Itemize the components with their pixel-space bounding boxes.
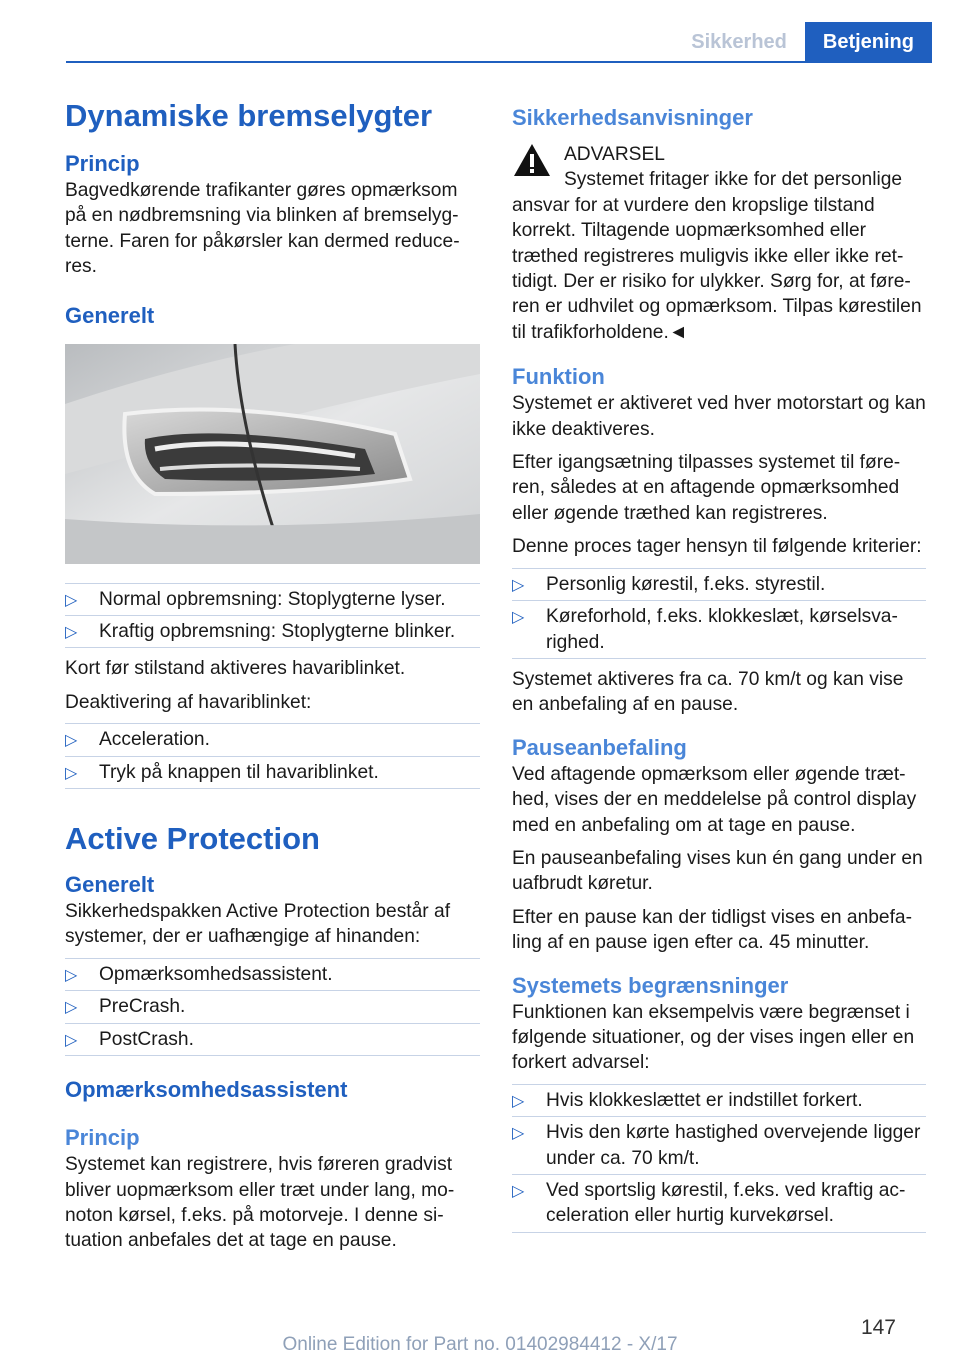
funktion-p4: Systemet aktiveres fra ca. 70 km/t og kan vise en anbefaling af en pause. [512,668,904,716]
list-kriterier [512,568,926,659]
triangle-bullet-icon: ▷ [65,624,78,642]
triangle-bullet-icon: ▷ [512,1092,525,1110]
warning-label: ADVARSEL [564,144,665,165]
heading-pauseanbefaling: Pauseanbefaling [512,734,687,760]
list-begraensninger [512,1084,926,1233]
warning-block [512,142,926,193]
left-column [65,96,480,1262]
triangle-bullet-icon: ▷ [65,764,78,782]
warning-text: ansvar for at vurdere den kropslige tilstand korrekt. Tiltagende uopmærksomhed eller træthed registreres muligvis ikke eller ikke rettidigt. Der er risiko for ulykker. Sørg for, at føreren er udhvilet og opmærksom. Tilpas kørestilen til trafikforholdene.◄ [512,194,922,343]
heading-begraensninger: Systemets begrænsninger [512,972,789,998]
list-item: ▷ Personlig kørestil, f.eks. styrestil. [512,568,926,601]
heading-generelt: Generelt [65,302,155,328]
right-column [512,96,926,1241]
warning-triangle-icon [512,142,552,178]
text-deaktivering: Deaktivering af havariblinket: [65,691,312,713]
funktion-p2: Efter igangsætning tilpasses systemet til føreren, således at en aftagende opmærksomhed eller øgende træthed kan registreres. [512,452,901,524]
header-rule [66,61,932,63]
list-item: ▷ Hvis klokkeslættet er indstillet forkert. [512,1084,926,1117]
list-item: ▷ PostCrash. [65,1024,480,1056]
pause-p3: Efter en pause kan der tidligst vises en anbefaling af en pause igen efter ca. 45 minutter. [512,906,912,954]
heading-sikkerhedsanvisninger: Sikkerhedsanvisninger [512,105,753,130]
triangle-bullet-icon: ▷ [65,999,78,1017]
list-item: ▷ Tryk på knappen til havariblinket. [65,757,480,789]
title-active-protection: Active Protection [65,821,320,857]
triangle-bullet-icon: ▷ [512,576,525,594]
triangle-bullet-icon: ▷ [512,609,525,627]
heading-princip-2: Princip [65,1125,140,1151]
list-item: ▷ Hvis den kørte hastighed overvejende ligger under ca. 70 km/t. [512,1117,926,1175]
tab-betjening[interactable]: Betjening [805,22,932,62]
footer-edition: Online Edition for Part no. 01402984412 - X/17 [282,1334,678,1355]
triangle-bullet-icon: ▷ [512,1183,525,1200]
list-systemer [65,958,480,1056]
title-dynamiske-bremselygter: Dynamiske bremselygter [65,98,433,133]
list-item: ▷ Køreforhold, f.eks. klokkeslæt, kørselsvarighed. [512,601,926,659]
list-deaktivering [65,723,480,789]
tail-light-image [65,344,480,564]
triangle-bullet-icon: ▷ [65,1031,78,1049]
page-number: 147 [860,1316,896,1339]
princip-2-text: Systemet kan registrere, hvis føreren gradvist bliver uopmærksom eller træt under lang, monoton kørsel, f.eks. på motorveje. I denne situation anbefales det at tage en pause. [65,1154,455,1252]
pause-p1: Ved aftagende opmærksom eller øgende træthed, vises der en meddelelse på control display med en anbefaling om at tage en pause. [512,763,917,836]
list-bremselygter [65,583,480,649]
limits-p1: Funktionen kan eksempelvis være begrænset i følgende situationer, og der vises ingen eller en forkert advarsel: [512,1001,915,1074]
text-havari: Kort før stilstand aktiveres havariblinket. [65,658,406,680]
heading-generelt-2: Generelt [65,872,155,898]
heading-funktion: Funktion [512,364,605,390]
list-item: ▷ Kraftig opbremsning: Stoplygterne blinker. [65,616,480,648]
funktion-p1: Systemet er aktiveret ved hver motorstart og kan ikke deaktiveres. [512,393,926,440]
list-item: ▷ PreCrash. [65,991,480,1023]
list-item: ▷ Acceleration. [65,723,480,756]
warning-first-line: Systemet fritager ikke for det personlige [564,169,903,191]
list-item: ▷ Ved sportslig kørestil, f.eks. ved kraftig acceleration eller hurtig kurvekørsel. [512,1175,926,1233]
list-item: ▷ Normal opbremsning: Stoplygterne lyser. [65,583,480,616]
triangle-bullet-icon: ▷ [65,966,78,984]
pause-p2: En pauseanbefaling vises kun én gang under en uafbrudt køretur. [512,847,923,895]
list-item: ▷ Opmærksomhedsassistent. [65,958,480,991]
triangle-bullet-icon: ▷ [65,732,78,750]
funktion-p3: Denne proces tager hensyn til følgende kriterier: [512,536,922,558]
triangle-bullet-icon: ▷ [65,591,78,609]
section-tabs [673,22,932,62]
heading-opmaerksomhedsassistent: Opmærksomhedsassistent [65,1077,348,1103]
tab-sikkerhed[interactable]: Sikkerhed [691,31,787,53]
princip-text: Bagvedkørende trafikanter gøres opmærksom på en nødbremsning via blinken af bremselygterne. Faren for påkørsler kan dermed reduceres. [65,180,460,278]
generelt-2-text: Sikkerhedspakken Active Protection består af systemer, der er uafhængige af hinanden: [65,901,451,948]
triangle-bullet-icon: ▷ [512,1125,525,1143]
heading-princip: Princip [65,151,140,176]
